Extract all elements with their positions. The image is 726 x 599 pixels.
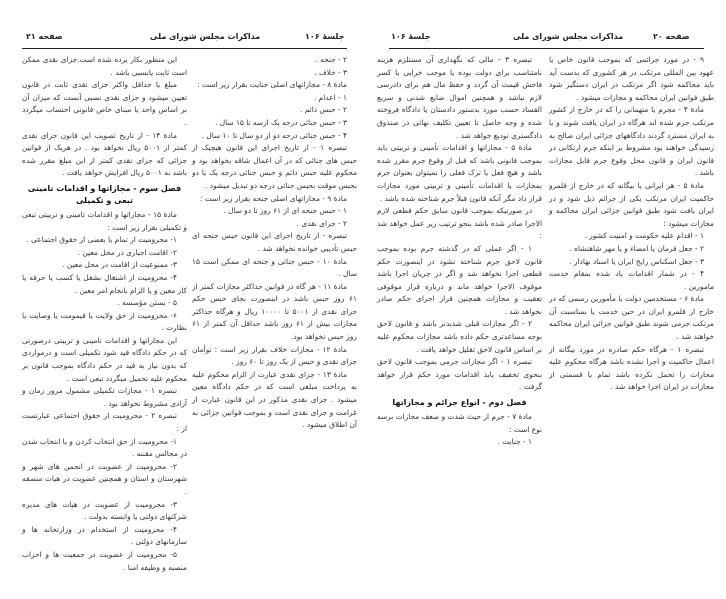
page-number: صفحه ۲۰ xyxy=(653,32,690,41)
paragraph: ۳ - خلاف . xyxy=(314,67,347,77)
paragraph: ۶- محرومیت از حق ولایت یا قیمومت یا وصایت یا نظارت . xyxy=(22,310,187,333)
paragraph: مادهٔ ۵ - مجازاتها و اقدامات تأمینی و تربیتی باید بموجب قانونی باشد که قبل از وقوع جرم مقرر شده باشد و هیچ فعل یا ترک فعلی را نمیتوان بعنوان جرم بمجازات یا اقدامات تأمینی و تربیتی مورد مجازات قرار داد مگر آنکه قانون قبلاً جرم شناخته شده باشد . xyxy=(377,143,542,203)
text-column xyxy=(192,54,357,432)
paragraph: ۲ - حبس دائم . xyxy=(300,105,347,115)
paragraph: این مجازاتها و اقدامات تامینی و تربیتی درصورتی که در حکم دادگاه قید شود تکمیلی است و درمواردی که بدون نیاز به قید در حکم دادگاه بموجب قانون بر محکوم علیه تحمیل میگردد تبعی است . xyxy=(22,335,187,383)
paragraph: مبلغ یا حداقل واکثر جزای نقدی ثابت در قانون تعیین میشود و جزای نقدی نسبی آنست که میزان آن بر اساس واحد یا مبنای خاص قانونی احتساب میگردد . xyxy=(22,80,187,127)
paragraph: مادهٔ ۱۲ - مجازات خلاف بقرار زیر است : توأمان جزای نقدی و حبس از یک روز تا ۶۰ روز . xyxy=(192,344,357,367)
paragraph: ۱- محرومیت از حق انتخاب کردن و یا انتخاب شدن در مجالس مقننه . xyxy=(22,436,187,459)
paragraph: مادهٔ ۱۱ - هر گاه در قوانین حداکثر مجازات کمتر از ۶۱ روز حبس باشد در اینصورت بجای حبس حکم جزای نقدی از ۵۰۰۱ تا ۱۰۰۰۰ ریال و هرگاه حداکثر مجازات بیش از ۶۱ روز باشد حداقل آن کمتر از ۶۱ روز حبس نخواهد بود. xyxy=(192,281,357,342)
paragraph: ۳- محرومیت از عضویت در هیات های مدیره شرکتهای دولتی یا وابسته بدولت . xyxy=(22,499,187,522)
paragraph: ۲- اقامت اجباری در محل معین . xyxy=(77,247,177,257)
section-heading: فصل سوم - مجازاتها و اقدامات تامینی تبعی و تکمیلی xyxy=(27,183,182,205)
paragraph: تبصره ۱ - هرگاه حکم صادره در مورد بیگانه از اعمال حاکمیت و اجرا نشده باشد هرگاه محکوم علیه مجازات را تحمل نکرده باشد تمام یا قسمتی از مجازات در ایران اجرا خواهد شد . xyxy=(549,344,714,392)
paragraph: مادهٔ ۸ - مجازاتهای اصلی جنایت بقرار زیر است : xyxy=(197,80,347,90)
paragraph: ۳ - جعل اسکناس رایج ایران یا اسناد بهادار . xyxy=(569,256,704,266)
paragraph: ۱ - حبس جنحه ای از ۶۱ روز تا دو سال . xyxy=(223,206,347,216)
paragraph: ۱ - اعدام . xyxy=(313,92,347,102)
paragraph: ۲ - جنحه . xyxy=(315,55,347,64)
paragraph: ۲- محرومیت از عضویت در انجمن های شهر و شهرستان و استان و همچنین عضویت در هیات منصفه . xyxy=(22,461,187,496)
paragraph: تبصره ۲ - محرومیت از حقوق اجتماعی عبارتست از : xyxy=(22,411,187,434)
paragraph: ۹ - در مورد جرائمی که بموجب قانون خاص یا عهود بین المللی مرتکب در هر کشوری که بدست آید باید محاکمه شود اگر مرتکب در ایران دستگیر شود طبق قوانین ایران محاکمه و مجازات میشود . xyxy=(549,55,714,102)
paragraph: مادهٔ ۹ - مجازاتهای اصلی جنحه بقرار زیر است : xyxy=(200,193,347,203)
paragraph: مادهٔ ۱۵ - مجازاتها و اقدامات تامینی و تربیتی تبعی و تکمیلی بقرار زیر است : xyxy=(22,209,187,232)
paragraph: ۴ - حبس جنائی درجه دو از دو سال تا ۱۰ سال . xyxy=(201,130,347,140)
paragraph: تبصره ۳ - مالی که نگهداری آن مستلزم هزینه نامتناسب برای دولت بوده یا موجب خرابی یا کسر فاحش قیمت آن گردد و حفظ مال هم برای دادرسی لازم نباشد و همچنین اموال ضایع شدنی و سریع الفساد حسب مورد بدستور دادستان یا دادگاه فروخته شده و وجه حاصل تا تعیین تکلیف نهائی در صندوق دادگستری تودیع خواهد شد . xyxy=(377,55,542,140)
text-column xyxy=(22,54,187,574)
right-page xyxy=(363,0,726,599)
paragraph: ۳- ممنوعیت از اقامت در محل معین . xyxy=(62,260,177,270)
header-rule xyxy=(389,48,704,49)
paragraph: ۲ - اگر مجازات قبلی شدیدتر باشد و قانون لاحق بوجه مساعدتری حکم داده باشد مجازات محکوم علیه بر اساس قانون لاحق تقلیل خواهد یافت . xyxy=(377,319,542,354)
page-number: صفحه ۲۱ xyxy=(26,32,63,41)
paragraph: تبصره ۱ - مجازات تکمیلی مشمول مرور زمان و آزادی مشروط نخواهد بود . xyxy=(22,386,187,408)
paragraph: ۱ - اگر عملی که در گذشته جرم بوده بموجب قانون لاحق جرم شناخته نشود در اینصورت حکم قطعی اجرا نخواهد شد و اگر در جریان اجرا باشد موقوف الاجرا خواهد ماند و درباره قرار موقوفی تعقیب و مجازات همچنین قرار اجرای حکم صادر نخواهد شد . xyxy=(377,243,542,316)
paragraph: مادهٔ ۱۰ - حبس جنائی و جنحه ای ممکن است ۱۵ سال . xyxy=(192,256,357,279)
session-number: جلسهٔ ۱۰۶ xyxy=(391,32,431,41)
paragraph: مادهٔ ۱۳ - جزای نقدی عبارت از الزام محکوم علیه به پرداخت مبلغی است که در حکم دادگاه معین میشود . جزای نقدی مذکور در این قانون عبارت از غرامت و جزای نقدی است و بموجب قوانین جزائی به آن اطلاق میشود . xyxy=(192,369,357,430)
paragraph: تبصره ۱ - اگر مجازات جرمی بموجب قانون لاحق بنحوی تخفیف یابد اقدامات مورد حکم قرار خواهد گرفت . xyxy=(377,357,542,392)
paragraph: ۱- محرومیت از تمام یا بعضی از حقوق اجتماعی . xyxy=(26,235,177,245)
paragraph: مادهٔ ۵ - هر ایرانی یا بیگانه که در خارج از قلمرو حاکمیت ایران مرتکب یکی از جرائم ذیل شود و در ایران یافت شود طبق قوانین جزائی ایران محاکمه و مجازات میشود : xyxy=(549,180,714,228)
text-column xyxy=(549,54,714,394)
paragraph: ۱ - اقدام علیه حکومت و امنیت کشور . xyxy=(584,231,704,241)
paragraph: مادهٔ ۶ - مستخدمین دولت یا مأمورین رسمی که در خارج از قلمرو ایران در حین خدمت یا بمناسبت آن مرتکب جرمی شوند طبق قوانین جزائی ایران محاکمه خواهند شد . xyxy=(549,294,714,342)
paragraph: تبصره - از تاریخ اجرای این قانون حبس جنحه ای حبس تأدیبی خوانده نخواهد شد . xyxy=(192,231,357,253)
text-column xyxy=(377,54,542,449)
paragraph: ۵- محرومیت از عضویت در جمعیت ها و احزاب منصبه و وظیفه امنا . xyxy=(22,549,187,572)
paragraph: ۲ - جعل فرمان یا امضاء و یا مهر شاهنشاه . xyxy=(569,243,704,253)
paragraph: تبصره ۱ - از تاریخ اجرای این قانون هیچیک از حبس های جنائی که در آن اعمال شاقه بخواهد بود و محکوم علیه حبس دائم و حبس جنائی درجه یک یا دو بحبس موقت بحبس جنائی درجه دو تبدیل میشود . xyxy=(192,143,357,190)
paragraph: این منظور بکار برده شده است.جزای نقدی ممکن است ثابت یانسبی باشد . xyxy=(22,55,187,77)
paragraph: ۲ - جزای نقدی . xyxy=(296,218,347,228)
paragraph: ۳ - حبس جنائی درجه یک ازسه تا ۱۵ سال . xyxy=(215,117,347,127)
paragraph: ۴ - در شمار اقدامات یاد شده بمقام خدمت مامورین . xyxy=(549,269,714,291)
paragraph: ۵ - بستن مؤسسه . xyxy=(117,298,177,308)
paragraph: در صورتیکه بموجب قانون سابق حکم قطعی لازم الاجرا صادر شده باشد بنحو ترتیب زیر عمل خواهد شد : xyxy=(377,206,542,241)
paragraph: مادهٔ ۴ - مجرم یا متهمانی را که در خارج از کشور مرتکب جرم شده اند هرگاه در ایران یافت شوند و یا به ایران مسترد گردند دادگاههای جزائی ایران صالح به رسیدگی خواهند بود مشروط بر اینکه جرم ارتکابی در قانون ایران و قانون محل وقوع جرم قابل مجازات باشد . xyxy=(549,105,714,178)
running-title: مذاکرات مجلس شورای ملی xyxy=(513,32,624,41)
header-rule xyxy=(22,48,347,49)
paragraph: مادهٔ ۷ - جرم از حیث شدت و ضعف مجازات برسه نوع است : xyxy=(377,412,542,434)
paragraph: مادهٔ ۱۴ - از تاریخ تصویب این قانون جزای نقدی کمتر از ۵۰۰۱ ریال نخواهد بود . در هریک از قوانین جزائی که جزای نقدی کمتر از این مبلغ مقرر شده باشد به ۵۰۰۱ ریال افزایش خواهد یافت . xyxy=(22,130,188,178)
running-title: مذاکرات مجلس شورای ملی xyxy=(150,32,261,41)
section-heading: فصل دوم - انواع جرائم و مجازاتها xyxy=(392,398,527,408)
session-number: جلسهٔ ۱۰۶ xyxy=(305,32,345,41)
paragraph: ۴- محرومیت از استخدام در وزارتخانه ها و سازمانهای دولتی . xyxy=(22,524,187,547)
paragraph: ۴- محرومیت از اشتغال بشغل یا کسب یا حرفه یا کار معین و یا الزام بانجام امر معین . xyxy=(22,272,187,295)
paragraph: ۱ - جنایت . xyxy=(497,437,532,447)
